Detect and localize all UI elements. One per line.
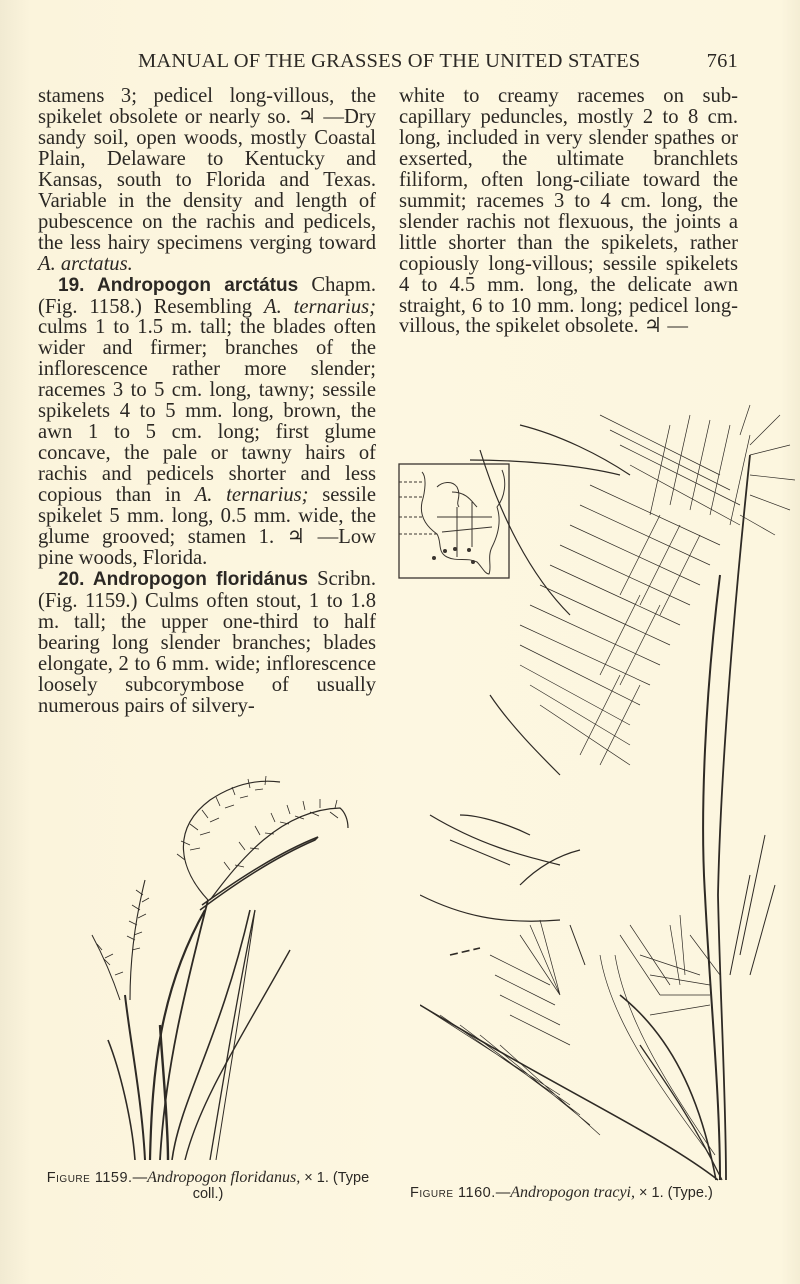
right-column	[399, 86, 738, 337]
figure-1160-caption: Figure 1160.—Andropogon tracyi, × 1. (Type.)	[410, 1184, 713, 1201]
paragraph-continued: stamens 3; pedicel long-villous, the spikelet obsolete or nearly so. ♃ —Dry sandy soil, open woods, mostly Coastal Plain, Delaware to Kentucky and Kansas, south to Florida and Texas. Variable in the density and length of pubescence on the rachis and pedicels, the less hairy specimens verging toward A. arctatus.	[38, 85, 376, 275]
grass-illustration-icon	[420, 395, 800, 1185]
figure-1159-caption: Figure 1159.—Andropogon floridanus, × 1. (Type coll.)	[46, 1169, 370, 1202]
left-column	[38, 86, 376, 717]
species-20-heading: 20. Andropogon floridánus	[58, 568, 308, 590]
page-header	[138, 50, 738, 73]
species-20-entry: 20. Andropogon floridánus Scribn. (Fig. 1159.) Culms often stout, 1 to 1.8 m. tall; the upper one-third to half bearing long slender branches; blades elongate, 2 to 6 mm. wide; inflorescence loosely subcorymbose of usually numerous pairs of silvery-	[38, 567, 376, 717]
species-20-continued: white to creamy racemes on sub-capillary peduncles, mostly 2 to 8 cm. long, included in very slender spathes or exserted, the ultimate branchlets filiform, often long-ciliate toward the summit; racemes 3 to 4 cm. long, the slender rachis not flexuous, the joints a little shorter than the spikelets, rather copiously long-villous; sessile spikelets 4 to 4.5 mm. long, the delicate awn straight, 6 to 10 mm. long; pedicel long-villous, the spikelet obsolete. ♃ —	[399, 85, 738, 338]
grass-illustration-icon	[90, 740, 370, 1160]
page-number: 761	[706, 50, 738, 72]
species-19-entry: 19. Andropogon arctátus Chapm. (Fig. 1158.) Resembling A. ternarius; culms 1 to 1.5 m. tall; the blades often wider and firmer; branches of the inflorescence rather more slender; racemes 3 to 5 cm. long, tawny; sessile spikelets 4 to 5 mm. long, brown, the awn 1 to 5 cm. long; first glume concave, the pale or tawny hairs of rachis and pedicels shorter and less copious than in A. ternarius; sessile spikelet 5 mm. long, 0.5 mm. wide, the glume grooved; stamen 1. ♃ —Low pine woods, Florida.	[38, 273, 376, 569]
species-19-heading: 19. Andropogon arctátus	[58, 274, 299, 296]
running-title: MANUAL OF THE GRASSES OF THE UNITED STATES	[138, 50, 641, 72]
